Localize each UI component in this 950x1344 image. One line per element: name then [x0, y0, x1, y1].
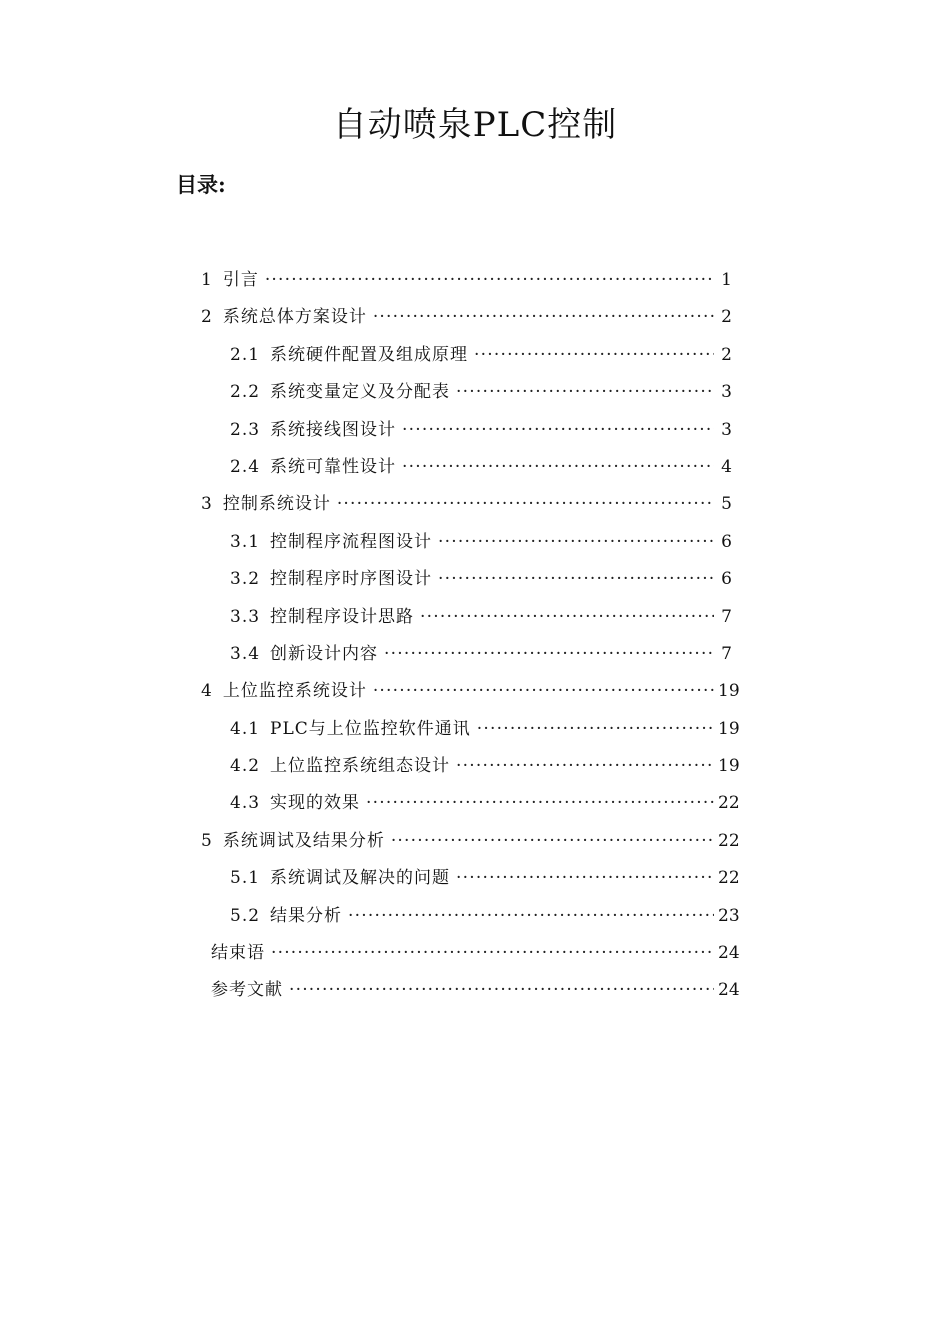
toc-dot-leader [420, 599, 714, 636]
toc-entry-label: 系统变量定义及分配表 [270, 382, 451, 403]
toc-entry-2-3[interactable] [0, 412, 732, 449]
toc-dot-leader [456, 860, 714, 897]
toc-entry-number: 3 [201, 494, 213, 515]
toc-entry-number: 3.1 [230, 531, 261, 552]
toc-entry-page: 24 [718, 980, 740, 1001]
toc-entry-number: 4.1 [230, 718, 261, 739]
toc-entry-4-2[interactable] [0, 748, 740, 785]
toc-entry-5-1[interactable] [0, 860, 740, 897]
toc-entry-3-1[interactable] [0, 524, 732, 561]
toc-entry-page: 4 [721, 456, 732, 477]
toc-dot-leader [271, 935, 714, 972]
toc-entry-page: 7 [721, 643, 732, 664]
page-title: 自动喷泉PLC控制 [332, 105, 618, 145]
toc-entry-label: 结束语 [211, 943, 265, 964]
toc-entry-label: 控制程序时序图设计 [270, 569, 433, 590]
toc-entry-number: 2 [201, 307, 213, 328]
toc-entry-number: 4 [201, 681, 213, 702]
toc-entry-page: 22 [718, 793, 740, 814]
toc-entry-page: 23 [718, 905, 740, 926]
toc-dot-leader [456, 374, 714, 411]
toc-entry-label: 系统调试及结果分析 [222, 830, 385, 851]
toc-entry-page: 19 [718, 718, 740, 739]
toc-entry-3[interactable] [0, 486, 732, 523]
toc-entry-label: 实现的效果 [270, 793, 361, 814]
toc-dot-leader [456, 748, 714, 785]
toc-entry-5[interactable] [0, 823, 740, 860]
toc-entry-page: 6 [721, 531, 732, 552]
toc-dot-leader [348, 898, 714, 935]
toc-dot-leader [438, 524, 714, 561]
toc-entry-label: 上位监控系统组态设计 [270, 756, 451, 777]
toc-entry-label: 系统可靠性设计 [270, 456, 397, 477]
toc-entry-page: 19 [718, 681, 740, 702]
toc-entry-page: 24 [718, 943, 740, 964]
toc-dot-leader [402, 449, 714, 486]
toc-dot-leader [265, 262, 714, 299]
toc-entry-label: 控制系统设计 [222, 494, 331, 515]
toc-entry-page: 6 [721, 569, 732, 590]
toc-entry-2-4[interactable] [0, 449, 732, 486]
toc-dot-leader [337, 486, 714, 523]
toc-dot-leader [366, 785, 714, 822]
toc-entry-label: 结果分析 [270, 905, 343, 926]
toc-entry-label: 上位监控系统设计 [222, 681, 367, 702]
toc-entry-label: PLC与上位监控软件通讯 [270, 718, 471, 739]
toc-entry-page: 3 [721, 419, 732, 440]
toc-entry-number: 4.3 [230, 793, 261, 814]
toc-entry-2[interactable] [0, 299, 732, 336]
toc-entry-4-3[interactable] [0, 785, 740, 822]
toc-entry-number: 2.4 [230, 456, 261, 477]
toc-entry-page: 7 [721, 606, 732, 627]
toc-entry-label: 创新设计内容 [270, 643, 379, 664]
toc-entry-label: 引言 [222, 270, 259, 290]
toc-entry-3-4[interactable] [0, 636, 732, 673]
toc-entry-page: 2 [721, 344, 732, 365]
toc-entry-5-2[interactable] [0, 898, 740, 935]
toc-entry-4-1[interactable] [0, 711, 740, 748]
toc-entry-label: 系统调试及解决的问题 [270, 868, 451, 889]
toc-entry-references[interactable] [0, 972, 740, 1009]
toc-entry-number: 3.2 [230, 569, 261, 590]
toc-entry-label: 系统硬件配置及组成原理 [270, 344, 469, 365]
toc-entry-page: 2 [721, 307, 732, 328]
toc-entry-number: 2.2 [230, 382, 261, 403]
toc-entry-page: 3 [721, 382, 732, 403]
toc-entry-3-2[interactable] [0, 561, 732, 598]
toc-entry-label: 控制程序流程图设计 [270, 531, 433, 552]
toc-entry-label: 参考文献 [211, 980, 283, 1001]
toc-entry-3-3[interactable] [0, 599, 732, 636]
toc-dot-leader [373, 673, 714, 710]
toc-entry-number: 3.4 [230, 643, 261, 664]
toc-entry-label: 控制程序设计思路 [270, 606, 415, 627]
toc-entry-2-1[interactable] [0, 337, 732, 374]
toc-dot-leader [289, 972, 714, 1009]
toc-entry-number: 5.2 [230, 905, 261, 926]
toc-entry-page: 19 [718, 756, 740, 777]
toc-entry-number: 2.1 [230, 344, 261, 365]
toc-entry-label: 系统总体方案设计 [222, 307, 367, 328]
toc-entry-number: 4.2 [230, 756, 261, 777]
toc-entry-1[interactable] [0, 262, 732, 299]
toc-entry-label: 系统接线图设计 [270, 419, 397, 440]
toc-entry-page: 22 [718, 830, 740, 851]
toc-dot-leader [373, 299, 714, 336]
toc-dot-leader [384, 636, 714, 673]
toc-entry-page: 1 [721, 270, 732, 290]
toc-entry-number: 2.3 [230, 419, 261, 440]
table-of-contents [0, 262, 950, 1010]
toc-dot-leader [474, 337, 714, 374]
toc-entry-number: 5.1 [230, 868, 261, 889]
toc-entry-number: 1 [201, 270, 213, 290]
toc-dot-leader [438, 561, 714, 598]
toc-heading: 目录: [176, 172, 226, 197]
toc-entry-number: 5 [201, 830, 213, 851]
toc-entry-4[interactable] [0, 673, 740, 710]
toc-entry-number: 3.3 [230, 606, 261, 627]
toc-dot-leader [402, 412, 714, 449]
toc-entry-page: 5 [721, 494, 732, 515]
toc-entry-2-2[interactable] [0, 374, 732, 411]
toc-entry-page: 22 [718, 868, 740, 889]
toc-entry-conclusion[interactable] [0, 935, 740, 972]
toc-dot-leader [477, 711, 714, 748]
toc-dot-leader [391, 823, 714, 860]
